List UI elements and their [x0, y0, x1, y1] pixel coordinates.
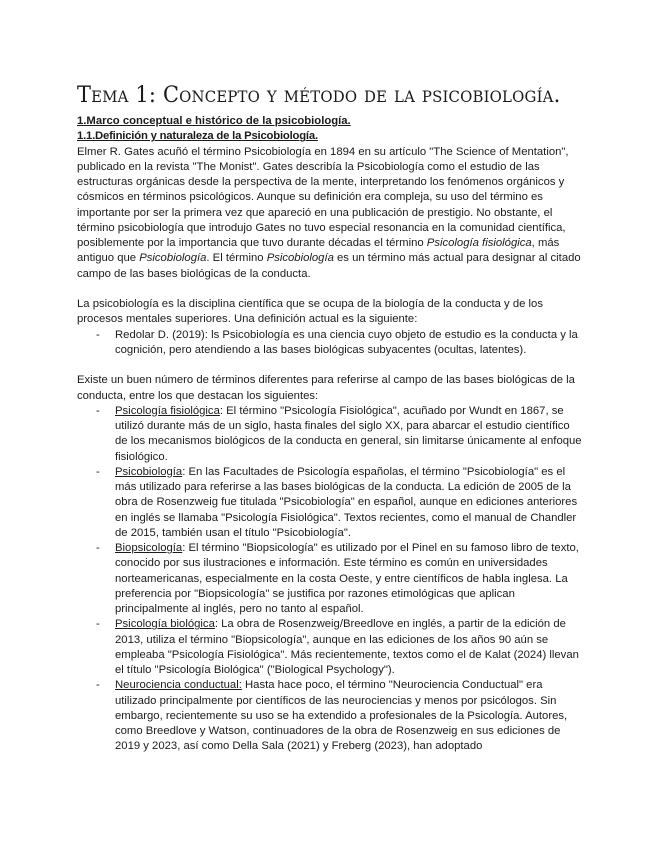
- list-item: - Biopsicología: El término "Biopsicología" es utilizado por el Pinel en su famoso libro de texto, conocido por sus ilustraciones e información. Este término es común en universidades norteamericanas, especialmente en la costa Oeste, y entre científicos de habla inglesa. La preferencia por "Biopsicología" se justifica por razones etimológicas que aplican principalmente al inglés, pero no tanto al español.: [77, 541, 582, 617]
- term-label: Biopsicología: [115, 542, 183, 554]
- list-item: - Psicobiología: En las Facultades de Psicología españolas, el término "Psicobiología" es el más utilizado para referirse a las bases biológicas de la conducta. La edición de 2005 de la obra de Rosenzweig fue titulada "Psicobiología" en español, aunque en ediciones anteriores en inglés se llamaba "Psicología Fisiológica". Textos recientes, como el manual de Chandler de 2015, también usan el título "Psicobiología".: [77, 465, 582, 541]
- term-label: Psicología fisiológica: [115, 404, 220, 417]
- intro-paragraph: Elmer R. Gates acuñó el término Psicobiología en 1894 en su artículo "The Science of Mentation", publicado en la revista "The Monist". Gates describía la Psicobiología como el estudio de las estructuras orgánicas desde la perspectiva de la mente, interpretando los fenómenos orgánicos y cósmicos en términos psicológicos. Aunque su definición era compleja, su uso del término es importante por ser la primera vez que apareció en una publicación de prestigio. No obstante, el término psicobiología que introdujo Gates no tuvo especial resonancia en la comunidad científica, posiblemente por la importancia que tuvo durante décadas el término Psicología fisiológica, más antiguo que Psicobiología. El término Psicobiología es un término más actual para designar al citado campo de las bases biológicas de la conducta.: [77, 145, 581, 280]
- term-label: Neurociencia conductual:: [115, 679, 242, 692]
- page-title: Tema 1: Concepto y método de la psicobiología.: [77, 82, 561, 108]
- definition-list: [77, 328, 582, 359]
- terms-list: [77, 404, 582, 755]
- term-label: Psicobiología: [115, 465, 183, 478]
- term-label: Psicología biológica: [115, 618, 215, 631]
- document-body: [77, 114, 582, 755]
- list-item: - Redolar D. (2019): ls Psicobiología es una ciencia cuyo objeto de estudio es la conducta y la cognición, pero atendiendo a las bases biológicas subyacentes (ocultas, latentes).: [77, 328, 582, 359]
- list-item: - Psicología biológica: La obra de Rosenzweig/Breedlove en inglés, a partir de la edición de 2013, utiliza el término "Biopsicología", aunque en las ediciones de los años 90 aún se empleaba "Psicología Fisiológica". Más recientemente, textos como el de Kalat (2024) llevan el título "Psicología Biológica" ("Biological Psychology").: [77, 617, 582, 678]
- section-heading: 1.Marco conceptual e histórico de la psicobiología.: [77, 115, 351, 127]
- list-item: - Neurociencia conductual: Hasta hace poco, el término "Neurociencia Conductual" era utilizado principalmente por científicos de las neurociencias y menos por psicólogos. Sin embargo, recientemente su uso se ha extendido a profesionales de la Psicología. Autores, como Breedlove y Watson, continuadores de la obra de Rosenzweig en sus ediciones de 2019 y 2023, así como Della Sala (2021) y Freberg (2023), han adoptado: [77, 678, 582, 754]
- definition-paragraph: La psicobiología es la disciplina científica que se ocupa de la biología de la conducta y de los procesos mentales superiores. Una definición actual es la siguiente:: [77, 298, 543, 326]
- subsection-heading: 1.1.Definición y naturaleza de la Psicobiología.: [77, 130, 318, 143]
- list-item: - Psicología fisiológica: El término "Psicología Fisiológica", acuñado por Wundt en 1867, se utilizó durante más de un siglo, hasta finales del siglo XX, para abarcar el estudio científico de los mecanismos biológicos de la conducta en general, sin limitarse únicamente al enfoque fisiológico.: [77, 404, 582, 465]
- terms-intro-paragraph: Existe un buen número de términos diferentes para referirse al campo de las bases biológicas de la conducta, entre los que destacan los siguientes:: [77, 374, 575, 402]
